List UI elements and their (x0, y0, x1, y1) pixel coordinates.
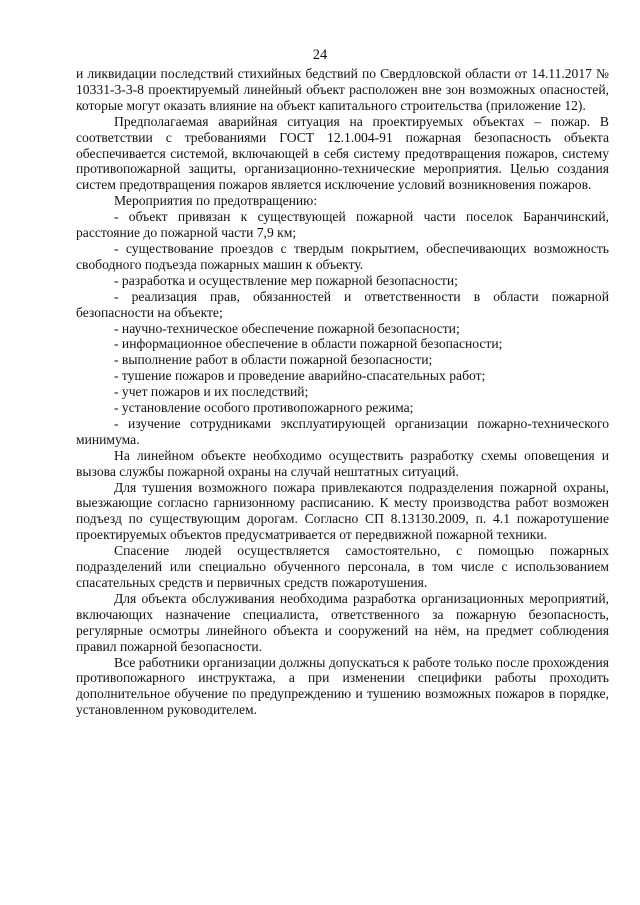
list-item: - реализация прав, обязанностей и ответственности в области пожарной безопасности на объекте; (76, 288, 609, 320)
paragraph: На линейном объекте необходимо осуществить разработку схемы оповещения и вызова службы пожарной охраны на случай нештатных ситуаций. (76, 447, 609, 479)
list-item: - существование проездов с твердым покрытием, обеспечивающих возможность свободного подъезда пожарных машин к объекту. (76, 240, 609, 272)
list-item: - выполнение работ в области пожарной безопасности; (114, 352, 433, 368)
list-item: - учет пожаров и их последствий; (114, 384, 309, 400)
list-item: - установление особого противопожарного режима; (114, 400, 414, 416)
page-number: 24 (312, 47, 328, 63)
list-item: - научно-техническое обеспечение пожарной безопасности; (114, 320, 460, 336)
paragraph: Спасение людей осуществляется самостоятельно, с помощью пожарных подразделений или специально обученного персонала, в том числе с использованием спасательных средств и первичных средств пожаротушения. (76, 543, 609, 590)
list-item: - разработка и осуществление мер пожарной безопасности; (114, 272, 458, 288)
list-item: - информационное обеспечение в области пожарной безопасности; (114, 336, 503, 352)
list-item: - объект привязан к существующей пожарной части поселок Баранчинский, расстояние до пожарной части 7,9 км; (76, 209, 609, 241)
paragraph: Для объекта обслуживания необходима разработка организационных мероприятий, включающих назначение специалиста, ответственного за пожарную безопасность, регулярные осмотры линейного объекта и сооружений на нём, на предмет соблюдения правил пожарной безопасности. (76, 590, 609, 654)
list-heading: Мероприятия по предотвращению: (114, 193, 318, 209)
paragraph: Все работники организации должны допускаться к работе только после прохождения противопожарного инструктажа, а при изменении специфики работы проходить дополнительное обучение по предупреждению и тушению возможных пожаров в порядке, установленном руководителем. (76, 654, 609, 718)
page-body (76, 66, 609, 718)
paragraph: Для тушения возможного пожара привлекаются подразделения пожарной охраны, выезжающие согласно гарнизонному расписанию. К месту производства работ возможен подъезд по существующим дорогам. Согласно СП 8.13130.2009, п. 4.1 пожаротушение проектируемых объектов предусматривается от передвижной пожарной техники. (76, 479, 609, 543)
paragraph: и ликвидации последствий стихийных бедствий по Свердловской области от 14.11.2017 № 10331-3-3-8 проектируемый линейный объект расположен вне зон возможных опасностей, которые могут оказать влияние на объект капитального строительства (приложение 12). (76, 66, 609, 113)
list-item: - изучение сотрудниками эксплуатирующей организации пожарно-технического минимума. (76, 415, 609, 447)
list-item: - тушение пожаров и проведение аварийно-спасательных работ; (114, 368, 486, 384)
paragraph: Предполагаемая аварийная ситуация на проектируемых объектах – пожар. В соответствии с требованиями ГОСТ 12.1.004-91 пожарная безопасность объекта обеспечивается системой, включающей в себя систему предотвращения пожаров, систему противопожарной защиты, организационно-технические мероприятия. Целью создания систем предотвращения пожаров является исключение условий возникновения пожаров. (76, 113, 609, 193)
